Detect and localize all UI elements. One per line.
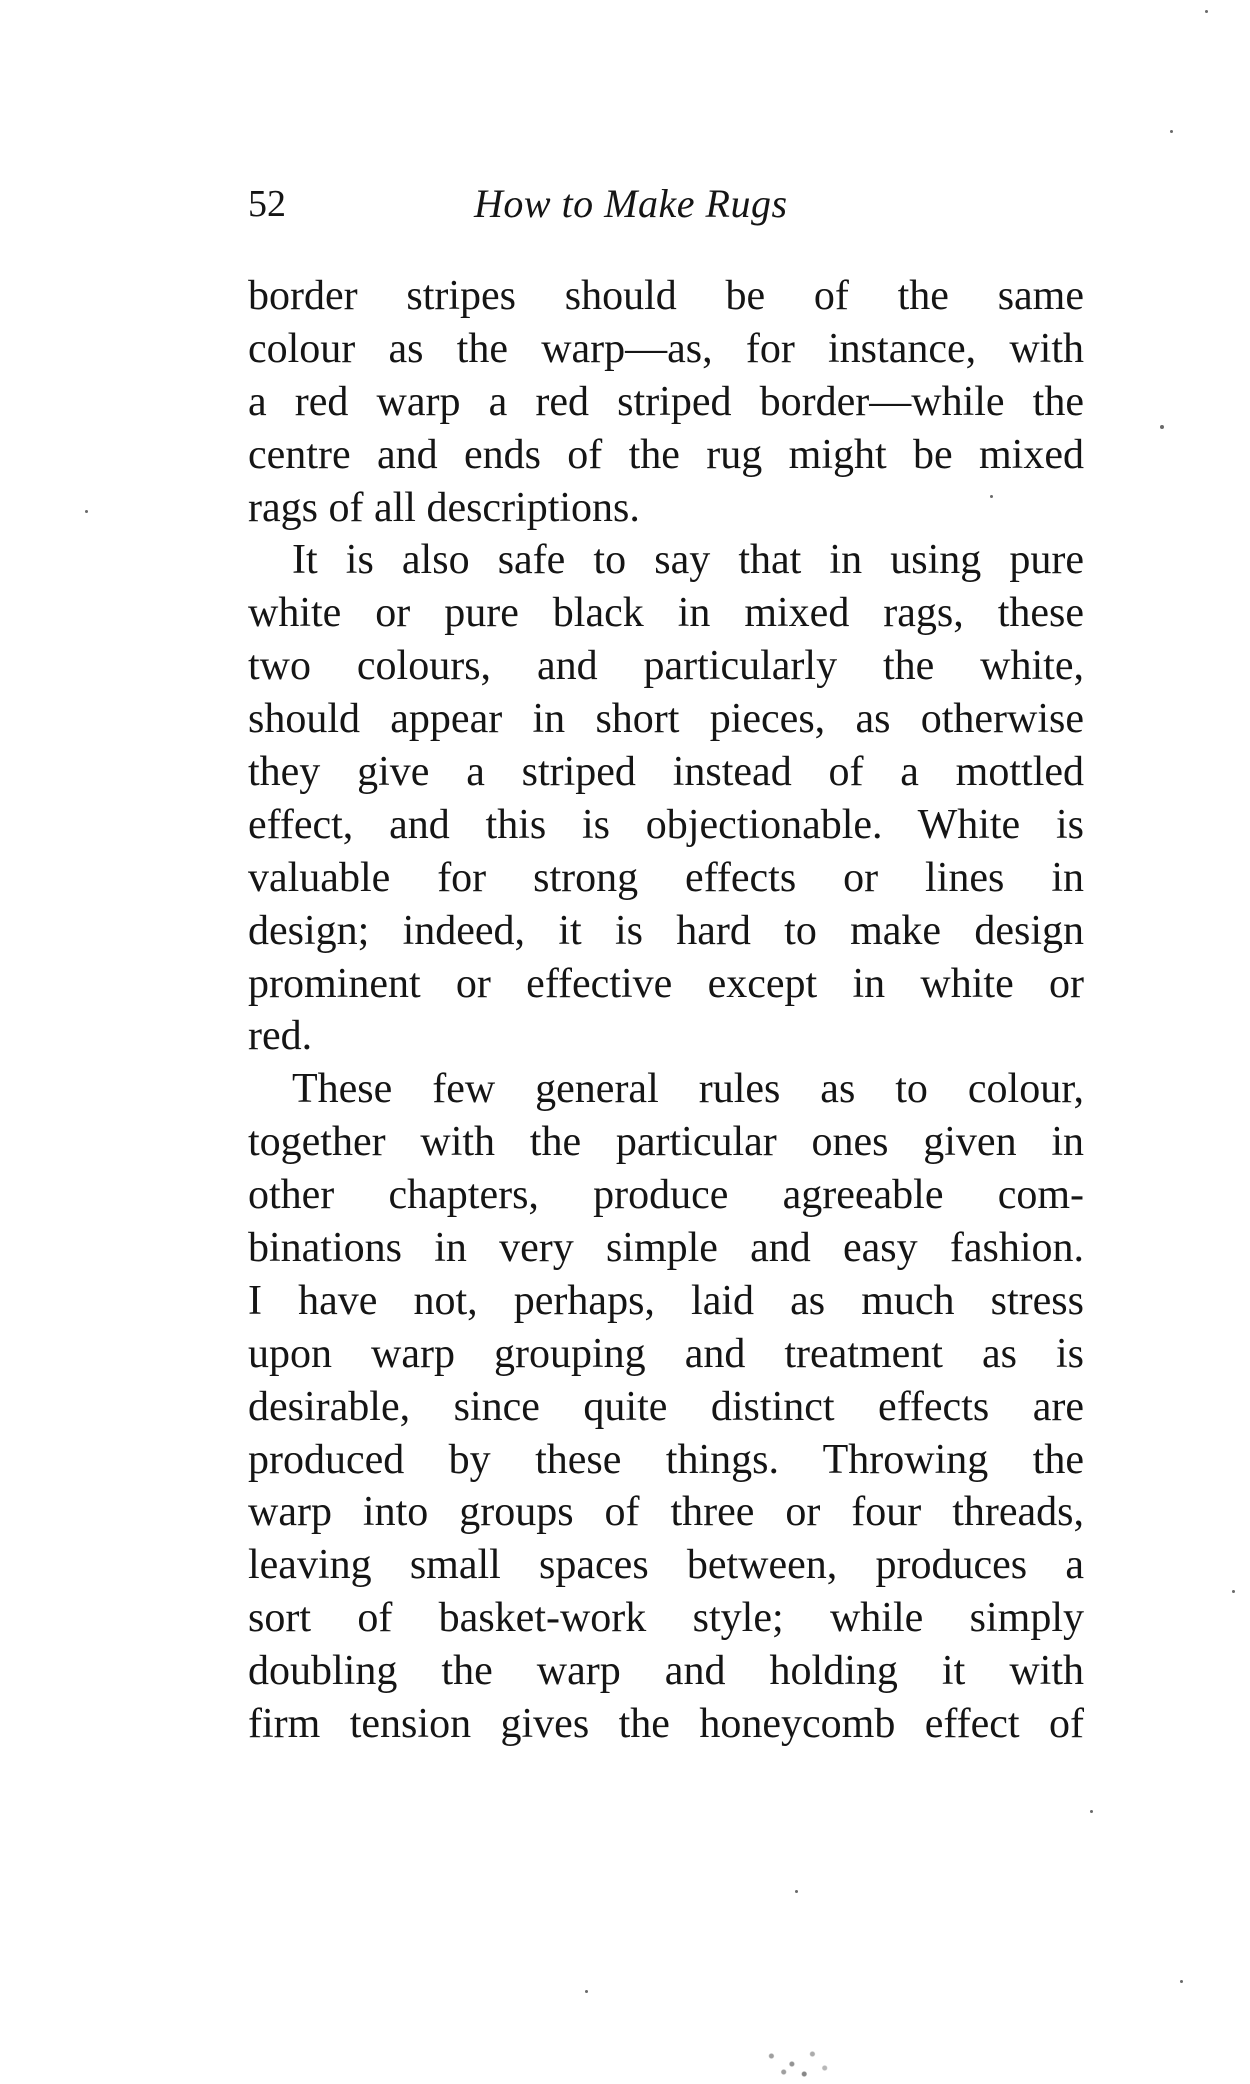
paragraph-start-line: These few general rules as to colour, (292, 1066, 1084, 1113)
text-line: produced by these things. Throwing the (248, 1436, 1084, 1483)
text-line: border stripes should be of the same (248, 273, 1084, 319)
paper-speck (1232, 1590, 1235, 1593)
text-line: white or pure black in mixed rags, these (248, 590, 1084, 637)
running-title: How to Make Rugs (474, 181, 788, 226)
text-line: centre and ends of the rug might be mixed (248, 431, 1084, 478)
paper-speck (585, 1990, 588, 1993)
text-line: design; indeed, it is hard to make design (248, 907, 1084, 954)
text-line: other chapters, produce agreeable com- (248, 1172, 1084, 1219)
text-line: I have not, perhaps, laid as much stress (248, 1277, 1084, 1324)
text-line: a red warp a red striped border—while the (248, 378, 1084, 425)
text-line: they give a striped instead of a mottled (248, 749, 1084, 796)
paragraph-start-line: It is also safe to say that in using pure (292, 537, 1084, 584)
text-line: sort of basket-work style; while simply (248, 1595, 1084, 1642)
page-number: 52 (248, 183, 286, 225)
paper-speck (1205, 10, 1208, 13)
text-line: should appear in short pieces, as otherwise (248, 696, 1084, 743)
paper-speck (1180, 1980, 1183, 1983)
text-line: two colours, and particularly the white, (248, 643, 1084, 690)
text-line: upon warp grouping and treatment as is (248, 1330, 1084, 1377)
paper-speck (1170, 130, 1173, 133)
text-line: warp into groups of three or four threads, (248, 1489, 1084, 1536)
paper-speck (795, 1890, 798, 1893)
paper-speck (1090, 1810, 1093, 1813)
text-line: colour as the warp—as, for instance, with (248, 325, 1084, 372)
text-line: valuable for strong effects or lines in (248, 854, 1084, 901)
library-stamp-mark (755, 2040, 837, 2080)
text-line: desirable, since quite distinct effects are (248, 1383, 1084, 1430)
paper-speck (85, 510, 88, 513)
text-line: prominent or effective except in white or (248, 960, 1084, 1007)
paper-speck (1160, 425, 1164, 429)
text-line: binations in very simple and easy fashion. (248, 1225, 1084, 1272)
running-header (248, 178, 1084, 230)
text-line: firm tension gives the honeycomb effect of (248, 1701, 1084, 1748)
text-line: doubling the warp and holding it with (248, 1648, 1084, 1695)
body-text (248, 270, 1084, 1751)
text-line: leaving small spaces between, produces a (248, 1542, 1084, 1589)
paper-speck (990, 495, 993, 498)
text-line: together with the particular ones given in (248, 1119, 1084, 1166)
text-line: rags of all descriptions. (248, 484, 640, 531)
text-line: red. (248, 1013, 313, 1060)
text-line: effect, and this is objectionable. White is (248, 801, 1084, 848)
